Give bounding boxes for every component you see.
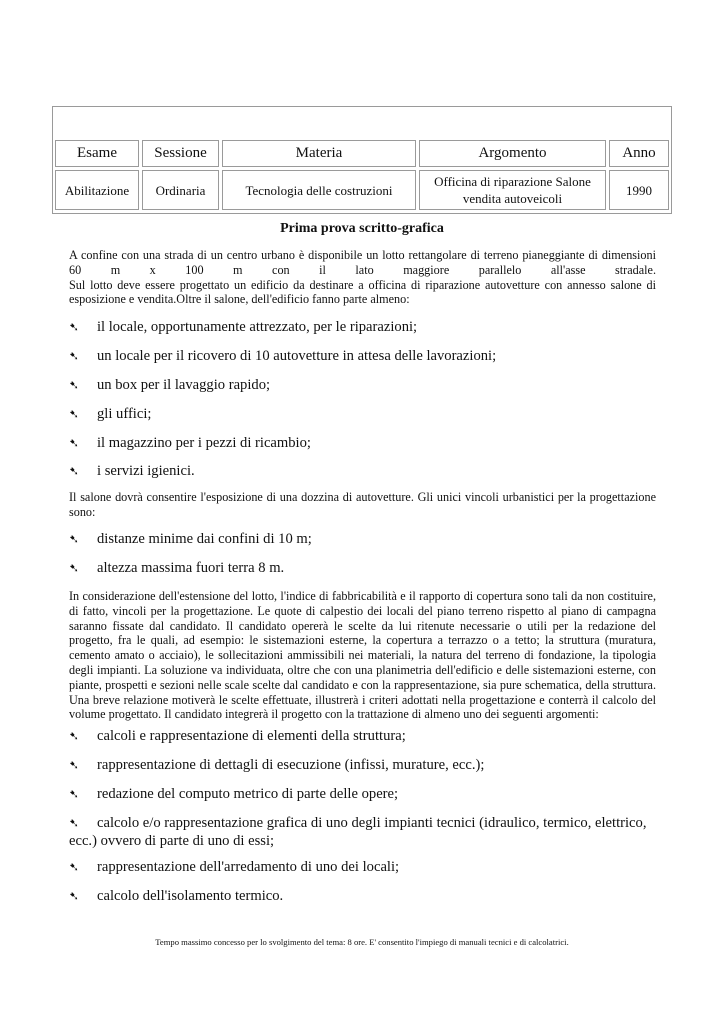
list-item-text: redazione del computo metrico di parte delle opere;: [97, 786, 399, 802]
value-materia: Tecnologia delle costruzioni: [222, 170, 416, 210]
list-item: [69, 756, 656, 774]
list-item-text: un box per il lavaggio rapido;: [97, 377, 271, 393]
list-item: [69, 405, 656, 423]
list-item-text: calcoli e rappresentazione di elementi della struttura;: [97, 728, 406, 744]
list-item-text: calcolo e/o rappresentazione grafica di uno degli impianti tecnici (idraulico, termico, elettrico, ecc.) ovvero di parte di uno di essi;: [69, 815, 647, 849]
paragraph-line: saranno fissate dal candidato. Il candidato opererà le scelte da lui ritenute necessarie o utili per la redazione del: [69, 618, 656, 633]
arrow-bullet-icon: ➷: [69, 816, 80, 830]
header-argomento: Argomento: [419, 140, 606, 167]
arrow-bullet-icon: ➷: [69, 532, 80, 546]
value-argomento: Officina di riparazione Salone vendita autoveicoli: [419, 170, 606, 210]
list-item-text: distanze minime dai confini di 10 m;: [97, 531, 312, 547]
arrow-bullet-icon: ➷: [69, 889, 80, 903]
arrow-bullet-icon: ➷: [69, 729, 80, 743]
list-item: [69, 785, 656, 803]
arrow-bullet-icon: ➷: [69, 378, 80, 392]
arrow-bullet-icon: ➷: [69, 787, 80, 801]
list-item: [69, 887, 656, 905]
paragraph-line: di fatto, vincoli per la progettazione. Le quote di calpestio dei locali del piano terreno rispetto al piano di campagna: [69, 603, 656, 618]
list-item-text: rappresentazione di dettagli di esecuzione (infissi, murature, ecc.);: [97, 757, 485, 773]
intro-line: esposizione e vendita.Oltre il salone, dell'edificio fanno parte almeno:: [69, 292, 410, 307]
arrow-bullet-icon: ➷: [69, 464, 80, 478]
constraints-paragraph: [69, 490, 656, 520]
paragraph-line: Una breve relazione motiverà le scelte effettuate, illustrerà i criteri adottati nella progettazione e conterrà il calcolo del: [69, 692, 656, 707]
paragraph-line: In considerazione dell'estensione del lotto, l'indice di fabbricabilità e il rapporto di copertura sono tali da non costituire,: [69, 589, 656, 603]
header-sessione: Sessione: [142, 140, 219, 167]
value-esame: Abilitazione: [55, 170, 139, 210]
arrow-bullet-icon: ➷: [69, 561, 80, 575]
footer-note: Tempo massimo concesso per lo svolgimento del tema: 8 ore. E' consentito l'impiego di manuali tecnici e di calcolatrici.: [155, 937, 569, 947]
paragraph-line: cemento amato o acciaio), le sollecitazioni ammissibili nei materiali, la natura del terreno di fondazione, la tipologia: [69, 648, 656, 663]
intro-line: A confine con una strada di un centro urbano è disponibile un lotto rettangolare di terreno pianeggiante di dimensioni: [69, 248, 656, 262]
list-item: [69, 318, 656, 336]
list-item-text: calcolo dell'isolamento termico.: [97, 888, 284, 904]
arrow-bullet-icon: ➷: [69, 758, 80, 772]
design-paragraph: [69, 589, 656, 722]
page-title: Prima prova scritto-grafica: [280, 221, 444, 236]
arrow-bullet-icon: ➷: [69, 320, 80, 334]
list-item-text: il magazzino per i pezzi di ricambio;: [97, 435, 311, 451]
list-item-text: altezza massima fuori terra 8 m.: [97, 560, 285, 576]
list-item: [69, 347, 656, 365]
list-item: [69, 434, 656, 452]
arrow-bullet-icon: ➷: [69, 436, 80, 450]
arrow-bullet-icon: ➷: [69, 860, 80, 874]
paragraph-line: piante, prospetti e sezioni nelle scale scelte dal candidato e con la rappresentazione, sia pure schematica, della struttura.: [69, 677, 656, 692]
header-esame: Esame: [55, 140, 139, 167]
paragraph-line: Il salone dovrà consentire l'esposizione di una dozzina di autovetture. Gli unici vincoli urbanistici per la progettazione: [69, 490, 656, 504]
list-item: [69, 858, 656, 876]
list-item-text: un locale per il ricovero di 10 autovetture in attesa delle lavorazioni;: [97, 348, 497, 364]
intro-paragraph: [69, 248, 656, 307]
paragraph-line: sono:: [69, 504, 96, 519]
paragraph-line: progetto, fra le quali, ad esempio: le sistemazioni esterne, la copertura a terrazzo o a tetto; la struttura (muratura,: [69, 633, 656, 648]
list-item-text: rappresentazione dell'arredamento di uno dei locali;: [97, 859, 400, 875]
header-anno: Anno: [609, 140, 669, 167]
list-item-text: gli uffici;: [97, 406, 152, 422]
arrow-bullet-icon: ➷: [69, 349, 80, 363]
list-item-text: il locale, opportunamente attrezzato, per le riparazioni;: [97, 319, 418, 335]
arrow-bullet-icon: ➷: [69, 407, 80, 421]
list-item: [69, 462, 656, 480]
paragraph-line: degli impianti. La soluzione va individuata, oltre che con una planimetria dell'edificio e delle sistemazioni esterne, con: [69, 662, 656, 677]
list-item: [69, 376, 656, 394]
list-item: [69, 814, 656, 850]
header-materia: Materia: [222, 140, 416, 167]
list-item: [69, 727, 656, 745]
value-sessione: Ordinaria: [142, 170, 219, 210]
intro-line: Sul lotto deve essere progettato un edificio da destinare a officina di riparazione autovetture con annesso salone di: [69, 277, 656, 292]
list-item-text: i servizi igienici.: [97, 463, 195, 479]
list-item: [69, 530, 656, 548]
intro-line: 60 m x 100 m con il lato maggiore parallelo all'asse stradale.: [69, 262, 656, 277]
value-anno: 1990: [609, 170, 669, 210]
paragraph-line: volume progettato. Il candidato integrerà il progetto con la trattazione di almeno uno dei seguenti argomenti:: [69, 707, 599, 722]
list-item: [69, 559, 656, 577]
